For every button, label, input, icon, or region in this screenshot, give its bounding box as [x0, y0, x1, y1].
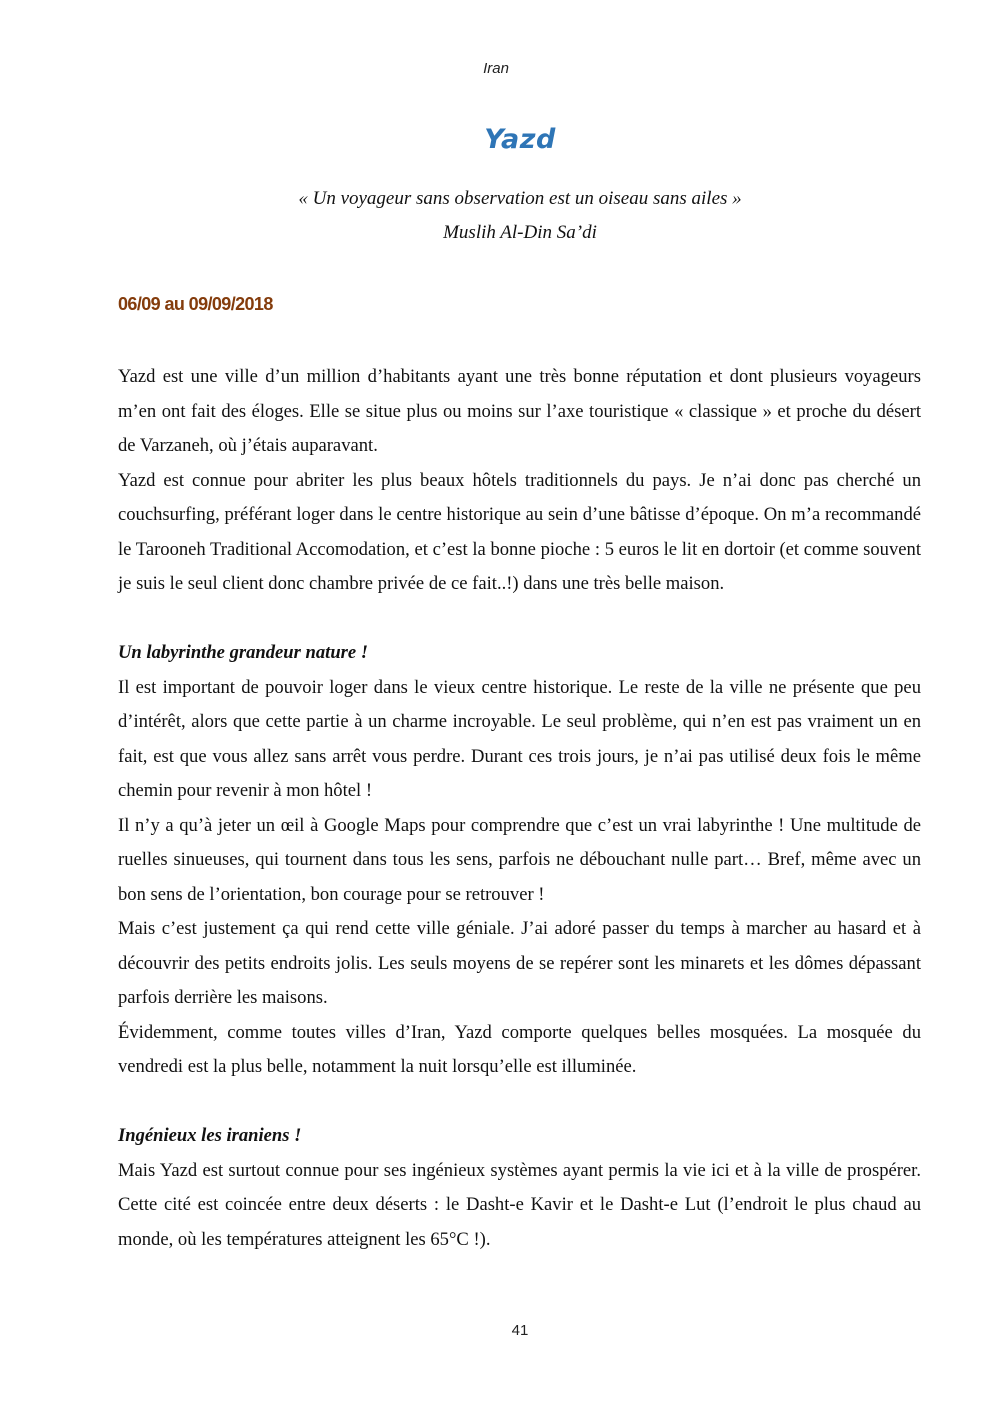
- section-2-paragraph-1: Mais Yazd est surtout connue pour ses ingénieux systèmes ayant permis la vie ici et à la ville de prospérer. Cette cité est coincée entre deux déserts : le Dasht-e Kavir et le Dasht-e Lut (l’endroit le plus chaud au monde, où les températures atteignent les 65°C !).: [118, 1159, 921, 1250]
- section-1-paragraph-4: Évidemment, comme toutes villes d’Iran, Yazd comporte quelques belles mosquées. La mosquée du vendredi est la plus belle, notamment la nuit lorsqu’elle est illuminée.: [118, 1021, 921, 1077]
- epigraph: [0, 182, 992, 250]
- intro-paragraph-1: Yazd est une ville d’un million d’habitants ayant une très bonne réputation et dont plusieurs voyageurs m’en ont fait des éloges. Elle se situe plus ou moins sur l’axe touristique « classique » et proche du désert de Varzaneh, où j’étais auparavant.: [118, 366, 921, 456]
- spacer: [118, 602, 921, 637]
- section-heading-labyrinthe: Un labyrinthe grandeur nature !: [118, 642, 369, 663]
- section-heading-ingenieux: Ingénieux les iraniens !: [118, 1125, 302, 1146]
- epigraph-quote: « Un voyageur sans observation est un oiseau sans ailes »: [298, 188, 742, 209]
- date-range: 06/09 au 09/09/2018: [118, 294, 273, 314]
- running-head: Iran: [483, 60, 509, 77]
- article-body: [118, 360, 921, 1257]
- spacer: [118, 1085, 921, 1120]
- page-number: 41: [511, 1322, 529, 1339]
- section-1-paragraph-2: Il n’y a qu’à jeter un œil à Google Maps pour comprendre que c’est un vrai labyrinthe ! Une multitude de ruelles sinueuses, qui tournent dans tous les sens, parfois ne débouchant nulle part… Bref, même avec un bon sens de l’orientation, bon courage pour se retrouver !: [118, 814, 921, 905]
- section-1-paragraph-3: Mais c’est justement ça qui rend cette ville géniale. J’ai adoré passer du temps à marcher au hasard et à découvrir des petits endroits jolis. Les seuls moyens de se repérer sont les minarets et les dômes dépassant parfois derrière les maisons.: [118, 918, 921, 1008]
- section-1-paragraph-1: Il est important de pouvoir loger dans le vieux centre historique. Le reste de la ville ne présente que peu d’intérêt, alors que cette partie à un charme incroyable. Le seul problème, qui n’en est pas vraiment un en fait, est que vous allez sans arrêt vous perdre. Durant ces trois jours, je n’ai pas utilisé deux fois le même chemin pour revenir à mon hôtel !: [118, 676, 921, 801]
- page-title: Yazd: [484, 124, 556, 155]
- intro-paragraph-2: Yazd est connue pour abriter les plus beaux hôtels traditionnels du pays. Je n’ai donc pas cherché un couchsurfing, préférant loger dans le centre historique au sein d’une bâtisse d’époque. On m’a recommandé le Tarooneh Traditional Accomodation, et c’est la bonne pioche : 5 euros le lit en dortoir (et comme souvent je suis le seul client donc chambre privée de ce fait..!) dans une très belle maison.: [118, 469, 921, 594]
- epigraph-author: Muslih Al-Din Sa’di: [443, 222, 597, 243]
